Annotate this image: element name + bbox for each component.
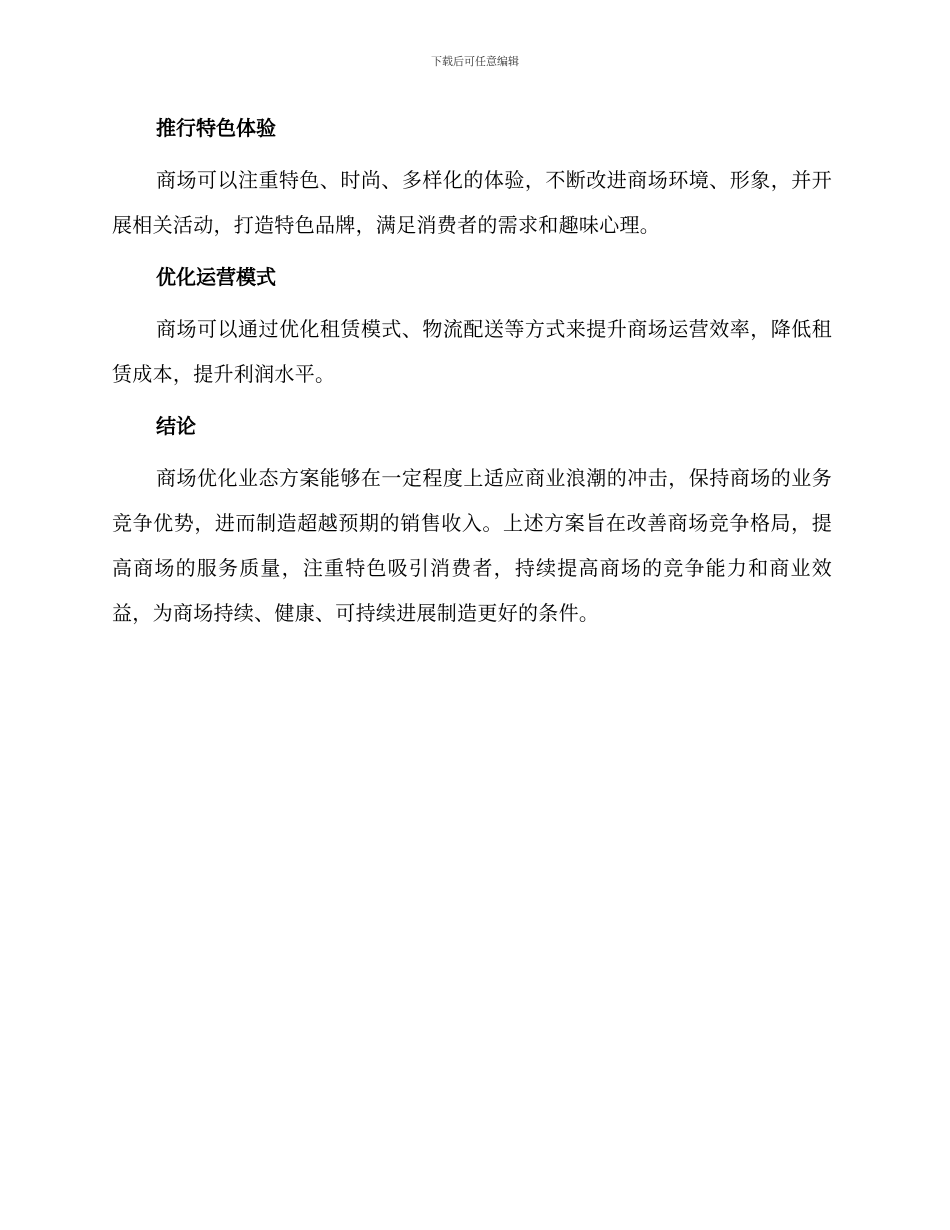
section-heading: 推行特色体验 <box>156 116 276 140</box>
section-optimize-operation <box>112 259 832 397</box>
section-heading: 结论 <box>156 414 196 438</box>
page-header: 下载后可任意编辑 <box>431 55 519 68</box>
section-paragraph: 商场可以通过优化租赁模式、物流配送等方式来提升商场运营效率，降低租赁成本，提升利润水平。 <box>112 317 832 386</box>
section-paragraph: 商场可以注重特色、时尚、多样化的体验，不断改进商场环境、形象，并开展相关活动，打造特色品牌，满足消费者的需求和趣味心理。 <box>112 168 832 237</box>
section-paragraph: 商场优化业态方案能够在一定程度上适应商业浪潮的冲击，保持商场的业务竞争优势，进而制造超越预期的销售收入。上述方案旨在改善商场竞争格局，提高商场的服务质量，注重特色吸引消费者，持续提高商场的竞争能力和商业效益，为商场持续、健康、可持续进展制造更好的条件。 <box>112 466 832 625</box>
section-heading: 优化运营模式 <box>156 265 276 289</box>
section-featured-experience <box>112 110 832 248</box>
section-conclusion <box>112 408 832 636</box>
document-body <box>112 110 832 647</box>
